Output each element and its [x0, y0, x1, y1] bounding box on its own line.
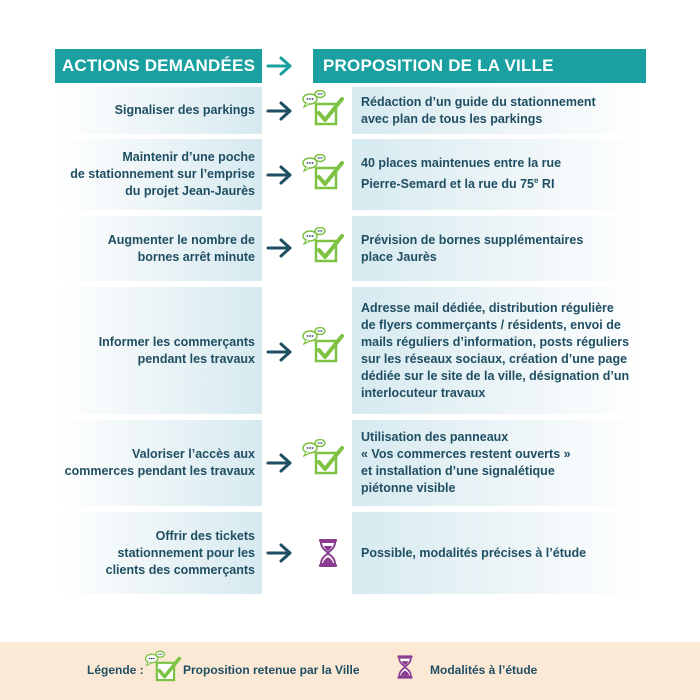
action-cell: Augmenter le nombre de bornes arrêt minute	[55, 216, 262, 281]
proposal-cell: Possible, modalités précises à l’étude	[352, 512, 647, 594]
chat-check-icon	[300, 327, 344, 367]
header-actions-label: ACTIONS DEMANDÉES	[61, 56, 256, 75]
legend-hourglass-text: Modalités à l’étude	[430, 663, 538, 677]
action-cell: Offrir des tickets stationnement pour les clients des commerçants	[55, 512, 262, 594]
table-row	[0, 512, 700, 594]
arrow-right-icon	[266, 541, 294, 565]
chat-check-icon	[300, 227, 344, 267]
proposal-cell: Utilisation des panneaux « Vos commerces restent ouverts » et installation d’une signalétique piétonne visible	[352, 420, 647, 506]
chat-check-icon	[300, 90, 344, 130]
chat-check-icon	[143, 650, 181, 686]
hourglass-icon	[316, 538, 340, 568]
proposal-cell: Adresse mail dédiée, distribution régulière de flyers commerçants / résidents, envoi de mails réguliers d’information, posts réguliers sur les réseaux sociaux, création d’une page dédiée sur le site de la ville, désignation d’un interlocuteur travaux	[352, 287, 647, 414]
legend-label: Légende :	[87, 663, 144, 677]
arrow-right-icon	[266, 236, 294, 260]
action-cell: Valoriser l’accès aux commerces pendant les travaux	[55, 420, 262, 506]
action-cell: Informer les commerçants pendant les travaux	[55, 287, 262, 414]
arrow-right-icon	[266, 99, 294, 123]
table-row	[0, 420, 700, 506]
header-actions	[55, 49, 262, 83]
proposal-text-end: RI	[538, 177, 555, 192]
table-row	[0, 87, 700, 134]
proposal-text	[361, 155, 561, 193]
header-arrow-icon	[266, 54, 294, 78]
action-cell: Maintenir d’une poche de stationnement sur l’emprise du projet Jean-Jaurès	[55, 139, 262, 210]
proposal-cell: Prévision de bornes supplémentaires place Jaurès	[352, 216, 647, 281]
proposal-cell	[352, 139, 647, 210]
hourglass-icon	[395, 654, 415, 680]
action-cell: Signaliser des parkings	[55, 87, 262, 134]
proposal-text-main: 40 places maintenues entre la rue Pierre-Semard et la rue du 75	[361, 156, 562, 192]
legend-check-text: Proposition retenue par la Ville	[183, 663, 360, 677]
arrow-right-icon	[266, 163, 294, 187]
chat-check-icon	[300, 154, 344, 194]
arrow-right-icon	[266, 451, 294, 475]
arrow-right-icon	[266, 340, 294, 364]
proposal-cell: Rédaction d’un guide du stationnement avec plan de tous les parkings	[352, 87, 647, 134]
proposal-superscript: e	[534, 176, 539, 186]
header-proposition-label: PROPOSITION DE LA VILLE	[323, 56, 554, 75]
table-row	[0, 216, 700, 281]
table-row	[0, 139, 700, 210]
chat-check-icon	[300, 439, 344, 479]
header-proposition	[313, 49, 646, 83]
legend	[0, 642, 700, 700]
table-row	[0, 287, 700, 414]
